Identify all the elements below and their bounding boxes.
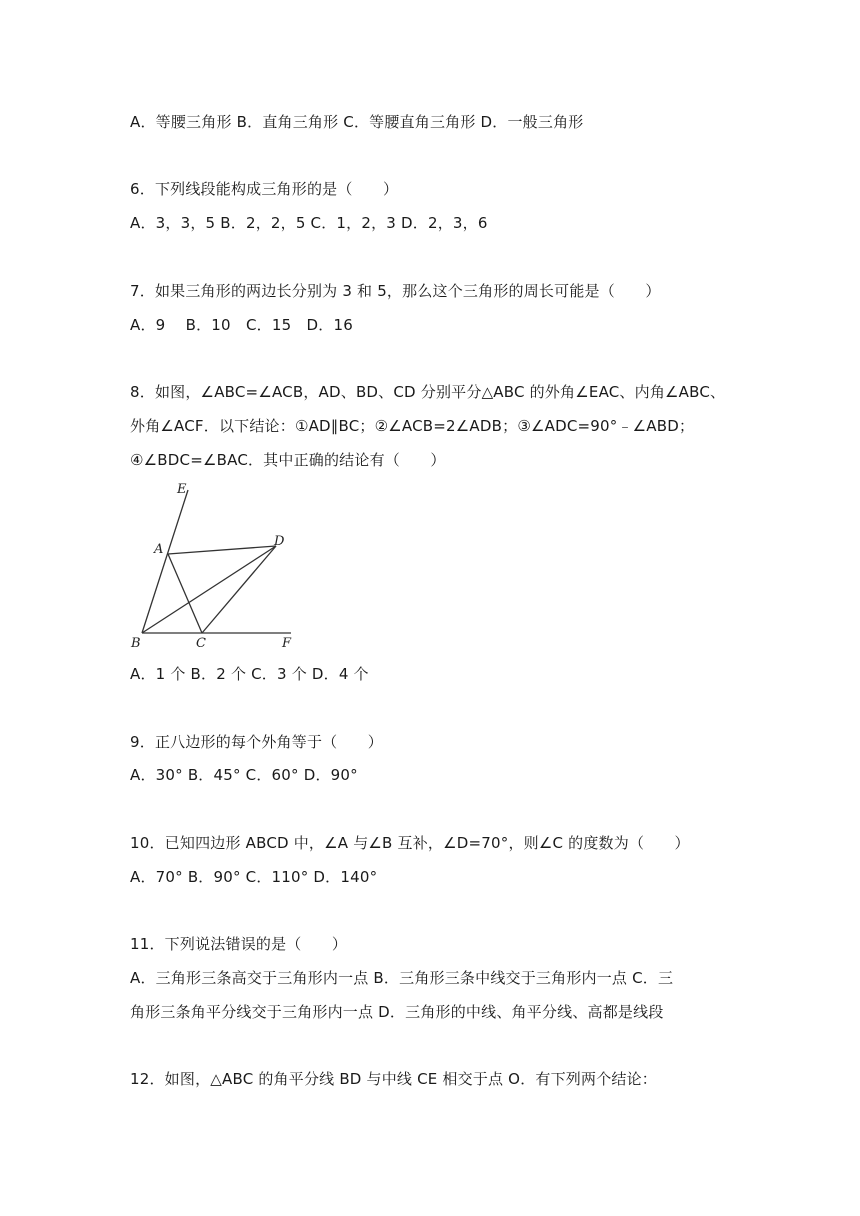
line-BE	[142, 490, 188, 633]
q12-stem: 12．如图，△ABC 的角平分线 BD 与中线 CE 相交于点 O．有下列两个结论：	[130, 1070, 657, 1088]
q6-stem: 6．下列线段能构成三角形的是（ ）	[130, 180, 399, 198]
label-C: C	[196, 636, 206, 651]
q9-stem: 9．正八边形的每个外角等于（ ）	[130, 733, 383, 751]
q10-options: A．70° B．90° C．110° D．140°	[130, 868, 378, 886]
line-CD	[202, 546, 276, 633]
q7-options: A．9 B．10 C．15 D．16	[130, 316, 353, 334]
label-E: E	[177, 482, 187, 497]
q8-stem-line3: ④∠BDC=∠BAC．其中正确的结论有（ ）	[130, 451, 446, 469]
q6-options: A．3，3，5 B．2，2，5 C．1，2，3 D．2，3，6	[130, 214, 488, 232]
q8-geometry-figure	[126, 480, 306, 655]
line-AD	[168, 546, 276, 554]
line-AC	[168, 554, 202, 633]
label-B: B	[131, 636, 141, 651]
line-BD	[142, 546, 276, 633]
q11-options-line2: 角形三条角平分线交于三角形内一点 D．三角形的中线、角平分线、高都是线段	[130, 1003, 664, 1021]
q11-stem: 11．下列说法错误的是（ ）	[130, 935, 348, 953]
q10-stem: 10．已知四边形 ABCD 中，∠A 与∠B 互补，∠D=70°，则∠C 的度数为（ ）	[130, 834, 690, 852]
q11-options-line1: A．三角形三条高交于三角形内一点 B．三角形三条中线交于三角形内一点 C．三	[130, 969, 674, 987]
q9-options: A．30° B．45° C．60° D．90°	[130, 766, 358, 784]
q5-options: A．等腰三角形 B．直角三角形 C．等腰直角三角形 D．一般三角形	[130, 113, 584, 131]
label-D: D	[274, 534, 285, 549]
q8-stem-line2: 外角∠ACF．以下结论：①AD∥BC；②∠ACB=2∠ADB；③∠ADC=90°﹣∠ABD；	[130, 417, 695, 435]
q7-stem: 7．如果三角形的两边长分别为 3 和 5，那么这个三角形的周长可能是（ ）	[130, 282, 661, 300]
q8-stem-line1: 8．如图，∠ABC=∠ACB，AD、BD、CD 分别平分△ABC 的外角∠EAC、内角∠ABC、	[130, 383, 726, 401]
label-A: A	[154, 542, 164, 557]
label-F: F	[282, 636, 292, 651]
q8-options: A．1 个 B．2 个 C．3 个 D．4 个	[130, 665, 369, 683]
